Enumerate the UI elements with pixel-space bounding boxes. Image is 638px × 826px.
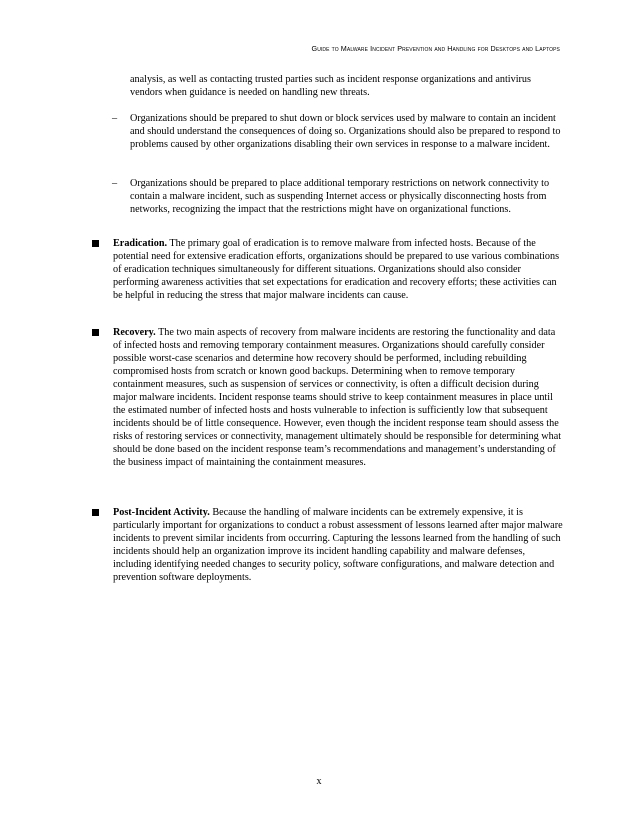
bullet-title: Recovery.	[113, 327, 156, 338]
page-number: x	[316, 776, 322, 787]
header-title: Guide to Malware Incident Prevention and Handling for Desktops and Laptops	[311, 44, 560, 53]
square-bullet-icon	[92, 329, 99, 336]
bullet-eradication	[92, 237, 564, 302]
bullet-title: Eradication.	[113, 238, 168, 249]
dash-marker: –	[112, 178, 118, 189]
bullet-text	[113, 326, 564, 469]
dash-item-text: Organizations should be prepared to place additional temporary restrictions on network connectivity to contain a malware incident, such as suspending Internet access or physically disconnecting hosts from networks, recognizing the impact that the restrictions might have on organizational functions.	[130, 178, 550, 215]
bullet-post-incident	[92, 506, 564, 584]
bullet-body: The two main aspects of recovery from malware incidents are restoring the functionality and data of infected hosts and removing temporary containment measures. Organizations should carefully consider possible worst-case scenarios and determine how recovery should be performed, including rebuilding compromised hosts from scratch or known good backups. Determining when to remove temporary containment measures, such as suspension of services or connectivity, is often a difficult decision during major malware incidents. Incident response teams should strive to keep containment measures in place until the estimated number of infected hosts and hosts vulnerable to infection is sufficiently low that subsequent incidents should be of little consequence. However, even though the incident response team should assess the risks of restoring services or connectivity, management ultimately should be responsible for determining what should be done based on the incident response team’s recommendations and management’s understanding of the business impact of maintaining the containment measures.	[113, 327, 562, 468]
continued-paragraph: analysis, as well as contacting trusted parties such as incident response organizations and antivirus vendors when guidance is needed on handling new threats.	[130, 74, 531, 98]
dash-marker: –	[112, 113, 118, 124]
square-bullet-icon	[92, 509, 99, 516]
bullet-text	[113, 506, 564, 584]
bullet-body: Because the handling of malware incidents can be extremely expensive, it is particularly important for organizations to conduct a robust assessment of lessons learned after major malware incidents to prevent similar incidents from occurring. Capturing the lessons learned from the handling of such incidents should help an organization improve its incident handling capability and malware defenses, including identifying needed changes to security policy, software configurations, and malware detection and prevention software deployments.	[113, 507, 563, 583]
dash-list-item	[112, 112, 564, 151]
bullet-body: The primary goal of eradication is to remove malware from infected hosts. Because of the potential need for extensive eradication efforts, organizations should be prepared to use various combinations of eradication techniques simultaneously for different situations. Organizations should also consider performing awareness activities that set expectations for eradication and recovery efforts; these activities can be helpful in reducing the stress that major malware incidents can cause.	[113, 238, 560, 301]
bullet-title: Post-Incident Activity.	[113, 507, 210, 518]
dash-list-item	[112, 177, 564, 216]
square-bullet-icon	[92, 240, 99, 247]
bullet-recovery	[92, 326, 564, 469]
bullet-text	[113, 237, 564, 302]
dash-item-text: Organizations should be prepared to shut down or block services used by malware to contain an incident and should understand the consequences of doing so. Organizations should also be prepared to respond to problems caused by other organizations disabling their own services in response to a malware incident.	[130, 113, 561, 150]
running-header	[180, 44, 560, 53]
